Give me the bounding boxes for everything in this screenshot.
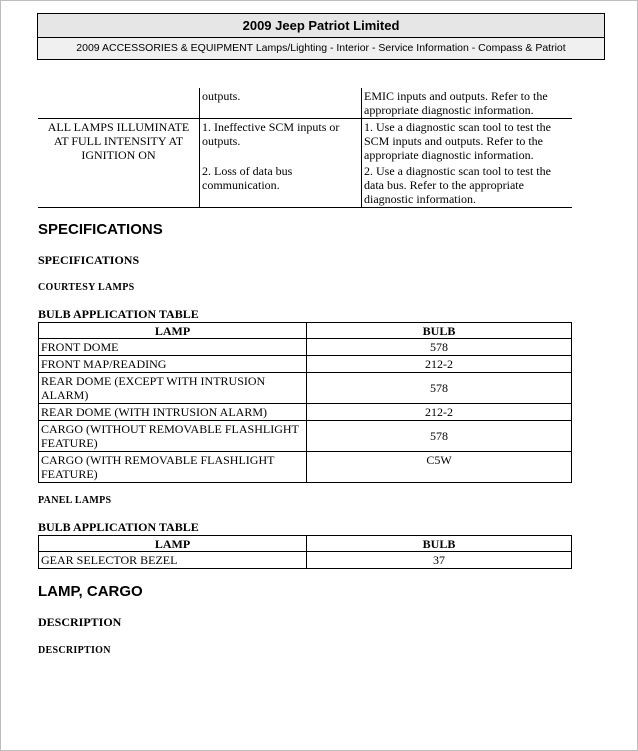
lamp-cell: CARGO (WITH REMOVABLE FLASHLIGHT FEATURE) bbox=[39, 452, 307, 483]
lamp-cargo-heading: LAMP, CARGO bbox=[38, 583, 143, 600]
column-header-lamp: LAMP bbox=[39, 323, 307, 339]
bulb-cell: 212-2 bbox=[307, 356, 572, 373]
courtesy-lamps-heading: COURTESY LAMPS bbox=[38, 282, 135, 293]
column-header-lamp: LAMP bbox=[39, 536, 307, 552]
table-row bbox=[39, 404, 572, 421]
bulb-cell: 578 bbox=[307, 339, 572, 356]
condition-cell-continued bbox=[38, 88, 200, 119]
bulb-table-title: BULB APPLICATION TABLE bbox=[38, 520, 199, 534]
table-row bbox=[39, 552, 572, 569]
cause-cell: 2. Loss of data bus communication. bbox=[200, 163, 362, 208]
cause-cell: 1. Ineffective SCM inputs or outputs. bbox=[200, 119, 362, 164]
table-row bbox=[39, 339, 572, 356]
correction-cell: 1. Use a diagnostic scan tool to test the SCM inputs and outputs. Refer to the appropriate diagnostic information. bbox=[362, 119, 573, 164]
description-heading: DESCRIPTION bbox=[38, 615, 122, 629]
courtesy-bulb-table bbox=[38, 322, 572, 483]
table-row bbox=[39, 373, 572, 404]
specifications-heading: SPECIFICATIONS bbox=[38, 221, 163, 238]
lamp-cell: FRONT DOME bbox=[39, 339, 307, 356]
document-subtitle: 2009 ACCESSORIES & EQUIPMENT Lamps/Lighting - Interior - Service Information - Compass & Patriot bbox=[76, 42, 566, 54]
bulb-cell: 578 bbox=[307, 421, 572, 452]
bulb-cell: 578 bbox=[307, 373, 572, 404]
correction-cell: 2. Use a diagnostic scan tool to test the data bus. Refer to the appropriate diagnostic information. bbox=[362, 163, 573, 208]
bulb-table-title: BULB APPLICATION TABLE bbox=[38, 307, 199, 321]
column-header-bulb: BULB bbox=[307, 323, 572, 339]
panel-lamps-heading: PANEL LAMPS bbox=[38, 495, 112, 506]
bulb-cell: C5W bbox=[307, 452, 572, 483]
bulb-cell: 212-2 bbox=[307, 404, 572, 421]
cause-cell: outputs. bbox=[200, 88, 362, 119]
table-header-row bbox=[39, 536, 572, 552]
description-subheading: DESCRIPTION bbox=[38, 645, 111, 656]
condition-cell: ALL LAMPS ILLUMINATE AT FULL INTENSITY AT IGNITION ON bbox=[38, 119, 200, 208]
lamp-cell: REAR DOME (WITH INTRUSION ALARM) bbox=[39, 404, 307, 421]
lamp-cell: FRONT MAP/READING bbox=[39, 356, 307, 373]
lamp-cell: CARGO (WITHOUT REMOVABLE FLASHLIGHT FEATURE) bbox=[39, 421, 307, 452]
lamp-cell: GEAR SELECTOR BEZEL bbox=[39, 552, 307, 569]
table-row bbox=[39, 421, 572, 452]
correction-cell: EMIC inputs and outputs. Refer to the appropriate diagnostic information. bbox=[362, 88, 573, 119]
specifications-subheading: SPECIFICATIONS bbox=[38, 253, 140, 267]
document-title: 2009 Jeep Patriot Limited bbox=[38, 14, 604, 38]
table-row bbox=[39, 356, 572, 373]
table-header-row bbox=[39, 323, 572, 339]
diagnosis-table bbox=[38, 88, 572, 208]
panel-bulb-table bbox=[38, 535, 572, 569]
table-row bbox=[39, 452, 572, 483]
bulb-cell: 37 bbox=[307, 552, 572, 569]
column-header-bulb: BULB bbox=[307, 536, 572, 552]
document-header bbox=[37, 13, 605, 60]
lamp-cell: REAR DOME (EXCEPT WITH INTRUSION ALARM) bbox=[39, 373, 307, 404]
